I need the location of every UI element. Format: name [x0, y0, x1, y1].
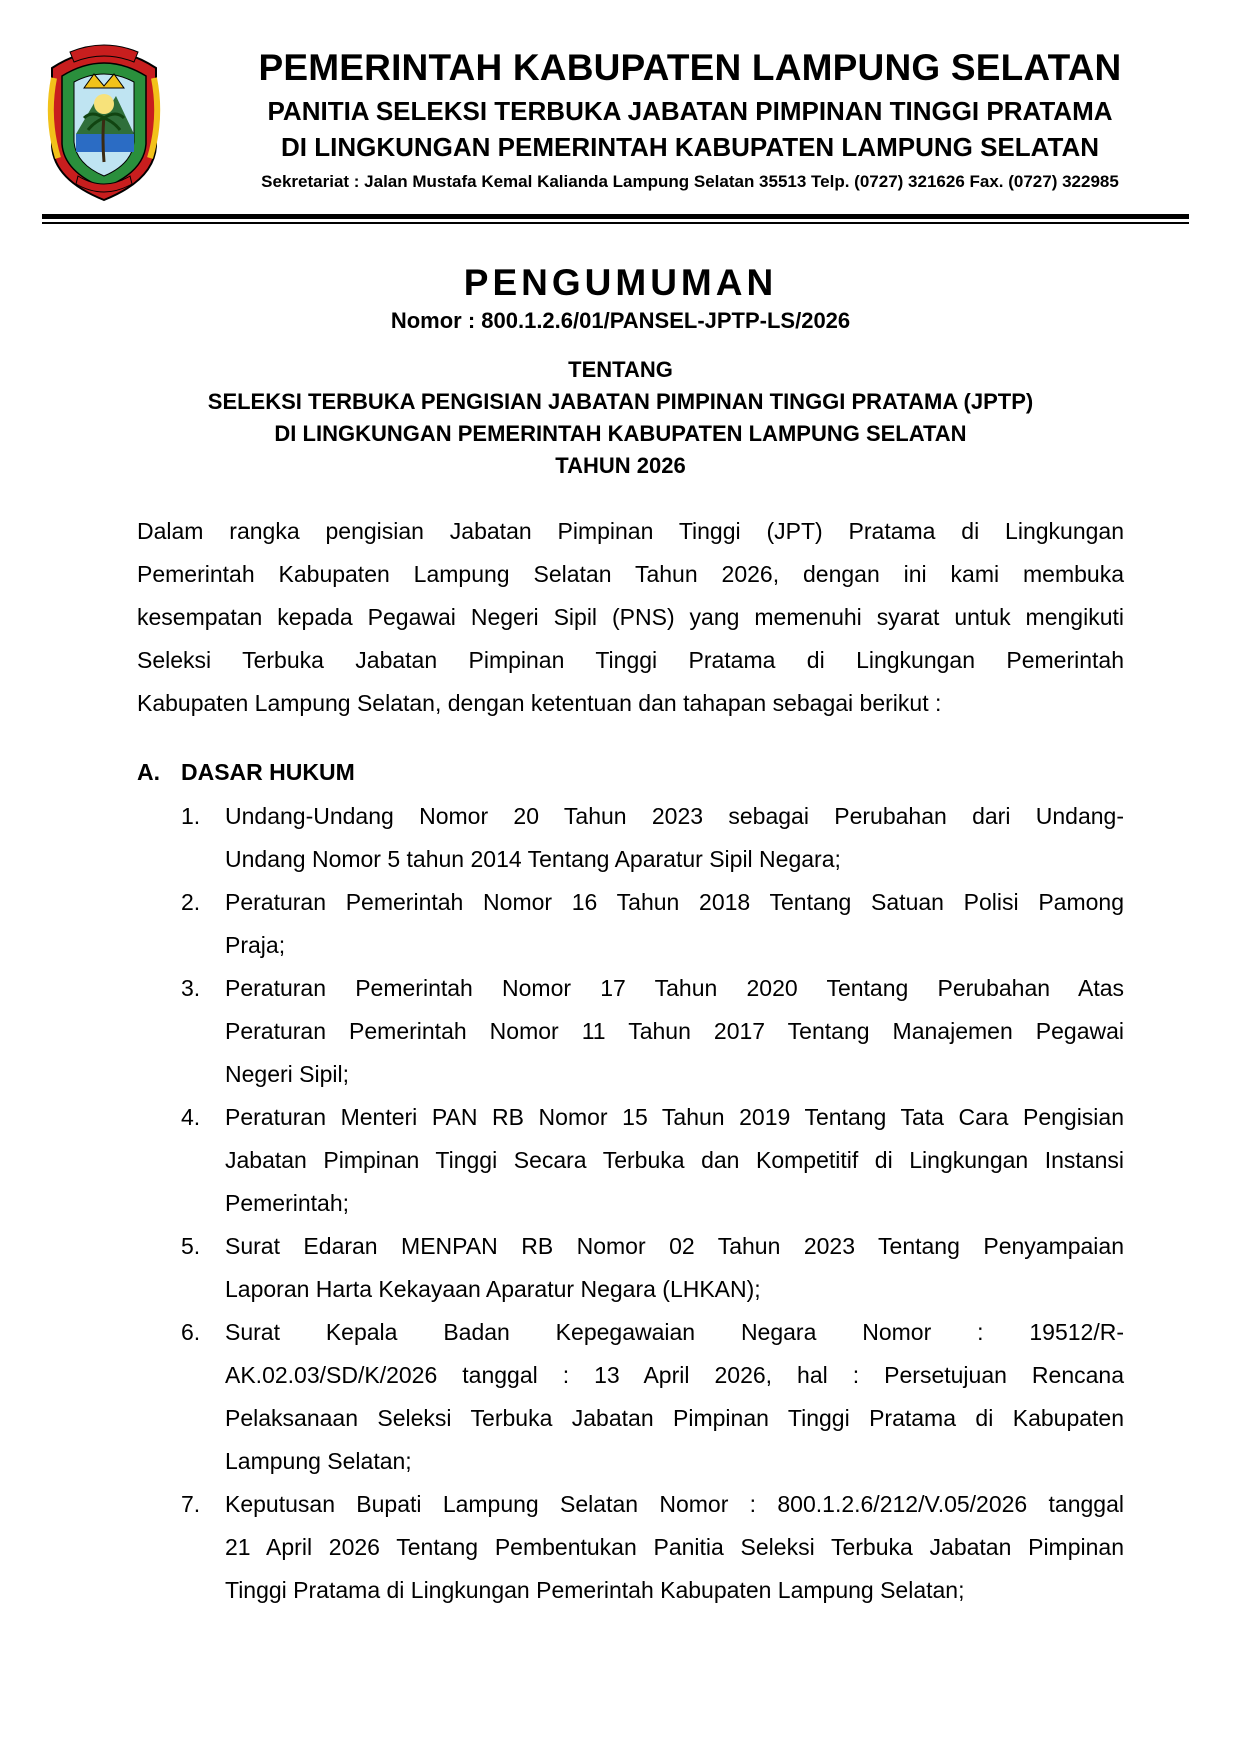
intro-line: Kabupaten Lampung Selatan, dengan ketentuan dan tahapan sebagai berikut :	[137, 690, 942, 716]
list-item-line: Jabatan Pimpinan Tinggi Secara Terbuka dan Kompetitif di Lingkungan Instansi	[225, 1147, 1124, 1173]
list-item-line: Laporan Harta Kekayaan Aparatur Negara (LHKAN);	[225, 1276, 761, 1302]
list-item-line: 21 April 2026 Tentang Pembentukan Panitia Seleksi Terbuka Jabatan Pimpinan	[225, 1534, 1124, 1560]
list-item-line: Surat Edaran MENPAN RB Nomor 02 Tahun 2023 Tentang Penyampaian	[225, 1233, 1124, 1259]
subject-line: SELEKSI TERBUKA PENGISIAN JABATAN PIMPINAN TINGGI PRATAMA (JPTP)	[207, 389, 1034, 414]
list-item	[137, 1311, 1124, 1483]
list-item-line: AK.02.03/SD/K/2026 tanggal : 13 April 2026, hal : Persetujuan Rencana	[225, 1362, 1124, 1388]
intro-line: Dalam rangka pengisian Jabatan Pimpinan Tinggi (JPT) Pratama di Lingkungan	[137, 518, 1124, 544]
announcement-subject	[0, 354, 1241, 482]
letterhead-rule-thick	[42, 214, 1189, 219]
list-item	[137, 967, 1124, 1096]
list-item-text	[225, 1096, 1124, 1225]
letterhead-government: PEMERINTAH KABUPATEN LAMPUNG SELATAN	[258, 47, 1122, 88]
coat-of-arms-icon	[44, 38, 164, 204]
list-item-line: Negeri Sipil;	[225, 1061, 349, 1087]
list-item-text	[225, 1483, 1124, 1612]
list-item-text	[225, 1225, 1124, 1311]
letterhead-committee: PANITIA SELEKSI TERBUKA JABATAN PIMPINAN TINGGI PRATAMA	[267, 96, 1113, 126]
list-item-number: 7.	[181, 1491, 201, 1517]
list-item	[137, 1225, 1124, 1311]
letterhead-address: Sekretariat : Jalan Mustafa Kemal Kalianda Lampung Selatan 35513 Telp. (0727) 321626 Fax. (0727) 322985	[261, 172, 1119, 191]
list-item-text	[225, 1311, 1124, 1483]
intro-line: kesempatan kepada Pegawai Negeri Sipil (PNS) yang memenuhi syarat untuk mengikuti	[137, 604, 1124, 630]
list-item-line: Peraturan Pemerintah Nomor 16 Tahun 2018 Tentang Satuan Polisi Pamong	[225, 889, 1124, 915]
regency-emblem-logo	[44, 38, 164, 204]
letterhead-rule-thin	[42, 222, 1189, 224]
list-item-line: Undang Nomor 5 tahun 2014 Tentang Aparatur Sipil Negara;	[225, 846, 841, 872]
list-item-line: Undang-Undang Nomor 20 Tahun 2023 sebagai Perubahan dari Undang-	[225, 803, 1124, 829]
list-item-line: Pemerintah;	[225, 1190, 350, 1216]
letterhead-scope: DI LINGKUNGAN PEMERINTAH KABUPATEN LAMPUNG SELATAN	[280, 132, 1099, 162]
intro-line: Pemerintah Kabupaten Lampung Selatan Tahun 2026, dengan ini kami membuka	[137, 561, 1124, 587]
subject-line: TAHUN 2026	[555, 453, 686, 478]
list-item-line: Pelaksanaan Seleksi Terbuka Jabatan Pimpinan Tinggi Pratama di Kabupaten	[225, 1405, 1124, 1431]
list-item-line: Lampung Selatan;	[225, 1448, 412, 1474]
subject-line: TENTANG	[568, 357, 673, 382]
list-item-line: Peraturan Pemerintah Nomor 11 Tahun 2017 Tentang Manajemen Pegawai	[225, 1018, 1124, 1044]
list-item-number: 4.	[181, 1104, 201, 1130]
list-item	[137, 1096, 1124, 1225]
list-item-line: Peraturan Pemerintah Nomor 17 Tahun 2020 Tentang Perubahan Atas	[225, 975, 1124, 1001]
list-item-line: Keputusan Bupati Lampung Selatan Nomor : 800.1.2.6/212/V.05/2026 tanggal	[225, 1491, 1124, 1517]
list-item	[137, 795, 1124, 881]
list-item-number: 1.	[181, 803, 201, 829]
list-item-number: 6.	[181, 1319, 201, 1345]
list-item-line: Peraturan Menteri PAN RB Nomor 15 Tahun 2019 Tentang Tata Cara Pengisian	[225, 1104, 1124, 1130]
list-item-number: 3.	[181, 975, 201, 1001]
announcement-title: PENGUMUMAN	[463, 262, 778, 303]
section-letter: A.	[137, 759, 160, 785]
intro-line: Seleksi Terbuka Jabatan Pimpinan Tinggi Pratama di Lingkungan Pemerintah	[137, 647, 1124, 673]
list-item-line: Praja;	[225, 932, 286, 958]
letterhead	[190, 46, 1190, 194]
list-item-number: 2.	[181, 889, 201, 915]
list-item	[137, 881, 1124, 967]
intro-paragraph	[137, 510, 1124, 725]
list-item-number: 5.	[181, 1233, 201, 1259]
list-item-line: Tinggi Pratama di Lingkungan Pemerintah Kabupaten Lampung Selatan;	[225, 1577, 965, 1603]
announcement-number: Nomor : 800.1.2.6/01/PANSEL-JPTP-LS/2026	[390, 308, 851, 333]
section-title: DASAR HUKUM	[181, 759, 355, 785]
section-a-heading	[137, 756, 355, 788]
list-item-text	[225, 795, 1124, 881]
subject-line: DI LINGKUNGAN PEMERINTAH KABUPATEN LAMPUNG SELATAN	[274, 421, 967, 446]
list-item-text	[225, 881, 1124, 967]
legal-basis-list	[137, 795, 1124, 1612]
list-item-text	[225, 967, 1124, 1096]
list-item	[137, 1483, 1124, 1612]
list-item-line: Surat Kepala Badan Kepegawaian Negara Nomor : 19512/R-	[225, 1319, 1124, 1345]
